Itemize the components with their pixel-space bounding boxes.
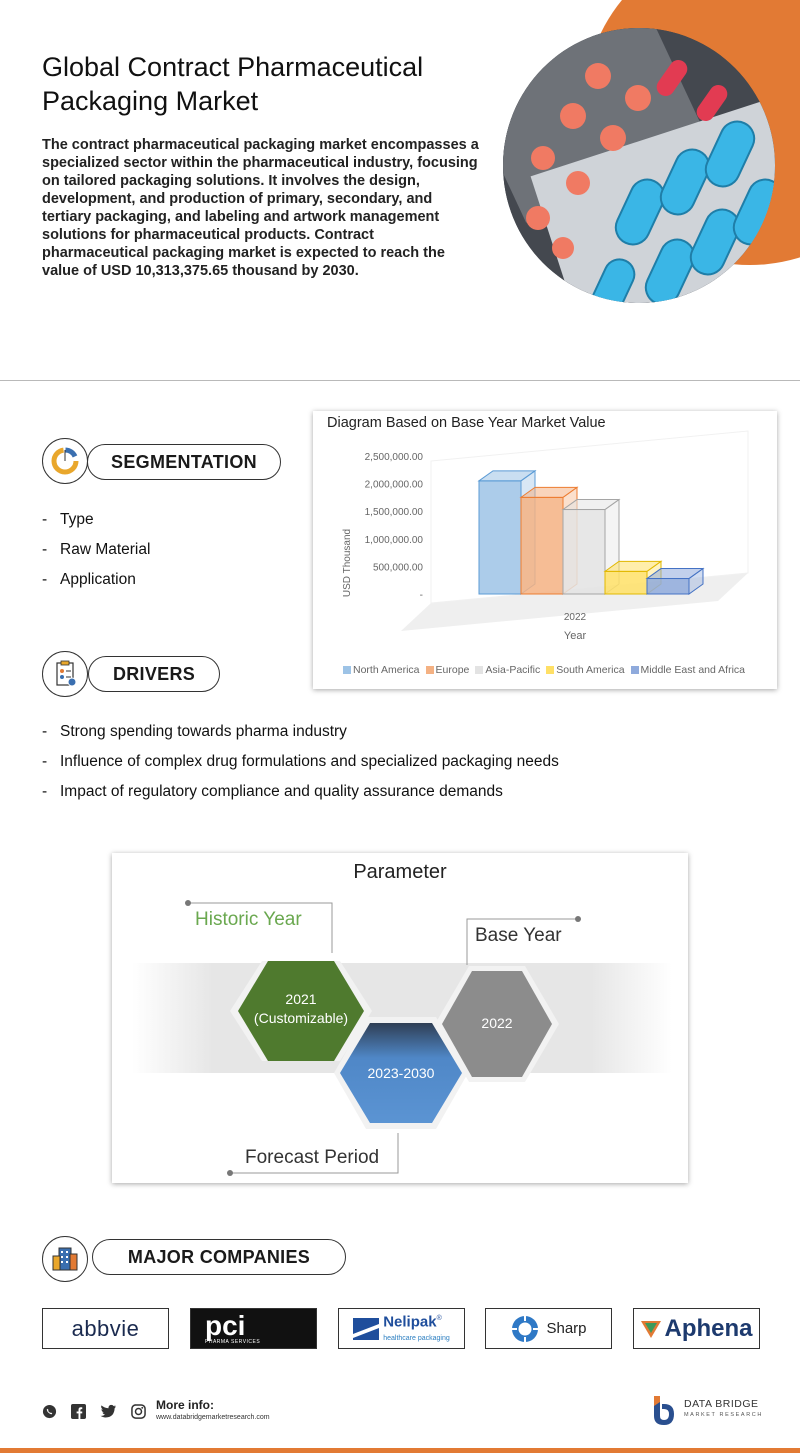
brand-line-2: MARKET RESEARCH <box>684 1412 763 1418</box>
historic-year-label: Historic Year <box>195 909 302 930</box>
y-tick-label: 1,500,000.00 <box>364 507 423 519</box>
y-axis-label: USD Thousand <box>342 528 353 598</box>
list-item: - Application <box>42 571 136 588</box>
segmentation-heading: SEGMENTATION <box>87 444 281 480</box>
companies-heading: MAJOR COMPANIES <box>92 1239 346 1275</box>
aphena-logo: Aphena <box>633 1308 760 1349</box>
pci-logo: pci PHARMA SERVICES <box>190 1308 317 1349</box>
aphena-mark-icon <box>640 1319 662 1339</box>
footer-accent-line <box>0 1448 800 1453</box>
nelipak-logo: Nelipak® healthcare packaging <box>338 1308 465 1349</box>
nelipak-mark-icon <box>353 1318 379 1340</box>
drivers-heading: DRIVERS <box>88 656 220 692</box>
title-line-2: Packaging Market <box>42 86 259 116</box>
title-line-1: Global Contract Pharmaceutical <box>42 52 424 82</box>
twitter-icon[interactable] <box>100 1404 117 1419</box>
instagram-icon[interactable] <box>131 1404 146 1419</box>
historic-hex-text <box>238 990 364 1028</box>
pill-blister-image <box>503 28 775 303</box>
section-divider <box>0 380 800 381</box>
list-item: - Raw Material <box>42 541 151 558</box>
x-tick-label: 2022 <box>563 612 587 623</box>
legend-item: Europe <box>426 664 470 676</box>
data-bridge-logo <box>651 1394 763 1426</box>
drivers-list <box>42 717 742 807</box>
sharp-logo: Sharp <box>485 1308 612 1349</box>
parameter-diagram <box>112 853 688 1183</box>
bar-chart <box>313 411 777 689</box>
legend-item: South America <box>546 664 624 676</box>
bar-middle-east-and-africa <box>647 569 703 594</box>
abbvie-logo: abbvie <box>42 1308 169 1349</box>
market-value-chart-card <box>313 411 777 689</box>
y-tick-label: 500,000.00 <box>372 562 423 574</box>
list-item: - Type <box>42 511 94 528</box>
website-link[interactable]: www.databridgemarketresearch.com <box>156 1414 270 1421</box>
legend-item: Middle East and Africa <box>631 664 745 676</box>
legend-item: North America <box>343 664 420 676</box>
connector-dot <box>185 900 191 906</box>
segmentation-icon <box>42 438 88 484</box>
chart-title: Diagram Based on Base Year Market Value <box>327 415 606 431</box>
segmentation-list <box>42 505 282 595</box>
historic-year-value: 2021 <box>285 991 317 1007</box>
brand-line-1: DATA BRIDGE <box>684 1398 759 1410</box>
connector-dot <box>227 1170 233 1176</box>
forecast-period-label: Forecast Period <box>245 1147 380 1168</box>
y-tick-labels <box>365 452 424 601</box>
chart-legend <box>343 664 745 676</box>
x-axis-label: Year <box>563 630 587 642</box>
legend-item: Asia-Pacific <box>475 664 540 676</box>
drivers-icon <box>42 651 88 697</box>
page-title <box>42 50 502 118</box>
historic-year-note: (Customizable) <box>253 1010 349 1026</box>
data-bridge-mark-icon <box>651 1394 679 1426</box>
parameter-card <box>112 853 688 1183</box>
parameter-title: Parameter <box>353 861 447 883</box>
companies-icon <box>42 1236 88 1282</box>
whatsapp-icon[interactable] <box>42 1404 57 1419</box>
list-item: - Impact of regulatory compliance and quality assurance demands <box>42 783 503 800</box>
list-item: - Influence of complex drug formulations and specialized packaging needs <box>42 753 559 770</box>
y-tick-label: 1,000,000.00 <box>364 534 423 546</box>
social-icons <box>42 1404 146 1419</box>
base-year-label: Base Year <box>475 925 562 946</box>
forecast-period-value: 2023-2030 <box>367 1065 435 1081</box>
list-item: - Strong spending towards pharma industry <box>42 723 347 740</box>
connector-dot <box>575 916 581 922</box>
intro-paragraph: The contract pharmaceutical packaging market encompasses a specialized sector within the pharmaceutical industry, focusing on tailored packaging solutions. It involves the design, development, and production of primary, secondary, and tertiary packaging, and labeling and artwork management solutions for pharmaceutical products. Contract pharmaceutical packaging market is expected to reach the value of USD 10,313,375.65 thousand by 2030. <box>42 137 479 279</box>
more-info-label: More info: <box>156 1398 214 1412</box>
sharp-mark-icon <box>510 1314 540 1344</box>
y-tick-label: 2,500,000.00 <box>364 452 423 463</box>
y-tick-label: 2,000,000.00 <box>364 479 423 491</box>
facebook-icon[interactable] <box>71 1404 86 1419</box>
y-tick-label: - <box>419 590 423 601</box>
base-year-value: 2022 <box>481 1015 513 1031</box>
